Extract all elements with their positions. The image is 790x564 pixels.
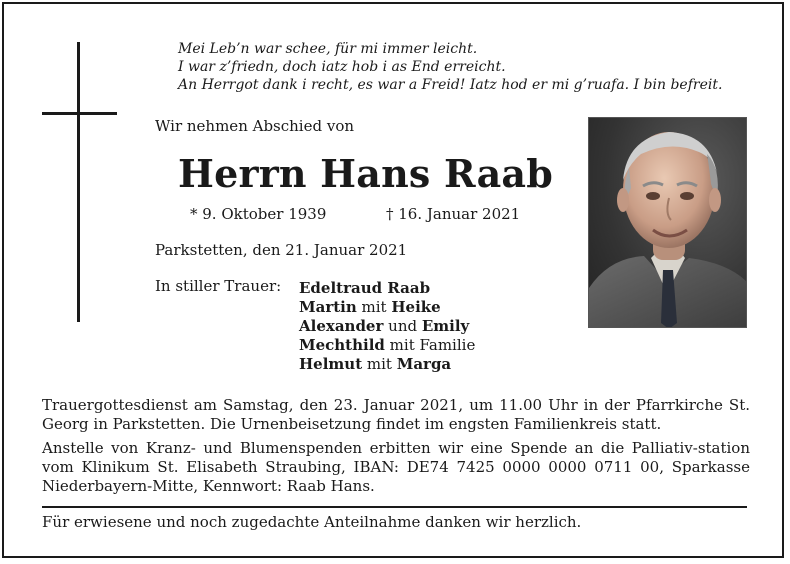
- portrait-illustration: [589, 118, 747, 328]
- death-date: † 16. Januar 2021: [386, 205, 521, 223]
- mourner-line: [299, 317, 475, 336]
- mourner-line: [299, 279, 475, 298]
- mourners-list: [299, 279, 475, 374]
- mourner-line: [299, 355, 475, 374]
- mourner-name: Emily: [421, 317, 470, 335]
- cross-symbol-horizontal: [42, 112, 117, 115]
- poem-line: I war z’friedn, doch iatz hob i as End erreicht.: [178, 59, 506, 75]
- mourner-name: Heike: [391, 298, 441, 316]
- cross-symbol-vertical: [77, 42, 80, 322]
- poem-line: An Herrgot dank i recht, es war a Freid! Iatz hod er mi g’ruafa. I bin befreit.: [178, 77, 723, 93]
- place-and-date: Parkstetten, den 21. Januar 2021: [155, 241, 408, 259]
- mourner-name: Alexander: [299, 317, 384, 335]
- mourner-connector: mit: [356, 298, 392, 316]
- poem-line: Mei Leb’n war schee, für mi immer leicht.: [178, 41, 478, 57]
- divider-line: [42, 506, 747, 508]
- mourner-name: Edeltraud Raab: [299, 279, 431, 297]
- mourner-line: [299, 298, 475, 317]
- thanks-text: Für erwiesene und noch zugedachte Anteilnahme danken wir herzlich.: [42, 513, 582, 531]
- mourners-label: In stiller Trauer:: [155, 277, 282, 295]
- birth-date: * 9. Oktober 1939: [190, 205, 327, 223]
- farewell-text: Wir nehmen Abschied von: [155, 117, 355, 135]
- donation-text: Anstelle von Kranz- und Blumenspenden erbitten wir eine Spende an die Palliativ-station vom Klinikum St. Elisabeth Straubing, IBAN: DE74 7425 0000 0000 0711 00, Sparkasse Niederbayern-Mitte, Kennwort: Raab Hans.: [42, 439, 750, 495]
- mourner-name: Marga: [396, 355, 452, 373]
- portrait-photo: [588, 117, 747, 328]
- mourner-name: Mechthild: [299, 336, 385, 354]
- funeral-service-text: Trauergottesdienst am Samstag, den 23. Januar 2021, um 11.00 Uhr in der Pfarrkirche St. Georg in Parkstetten. Die Urnenbeisetzung findet im engsten Familienkreis statt.: [42, 396, 750, 433]
- mourner-name: Helmut: [299, 355, 363, 373]
- mourner-connector: und: [383, 317, 422, 335]
- mourner-connector: mit: [362, 355, 397, 373]
- mourner-name: Martin: [299, 298, 357, 316]
- deceased-name: Herrn Hans Raab: [178, 151, 554, 196]
- mourner-line: [299, 336, 475, 355]
- poem: [178, 40, 722, 94]
- mourner-connector: mit Familie: [384, 336, 476, 354]
